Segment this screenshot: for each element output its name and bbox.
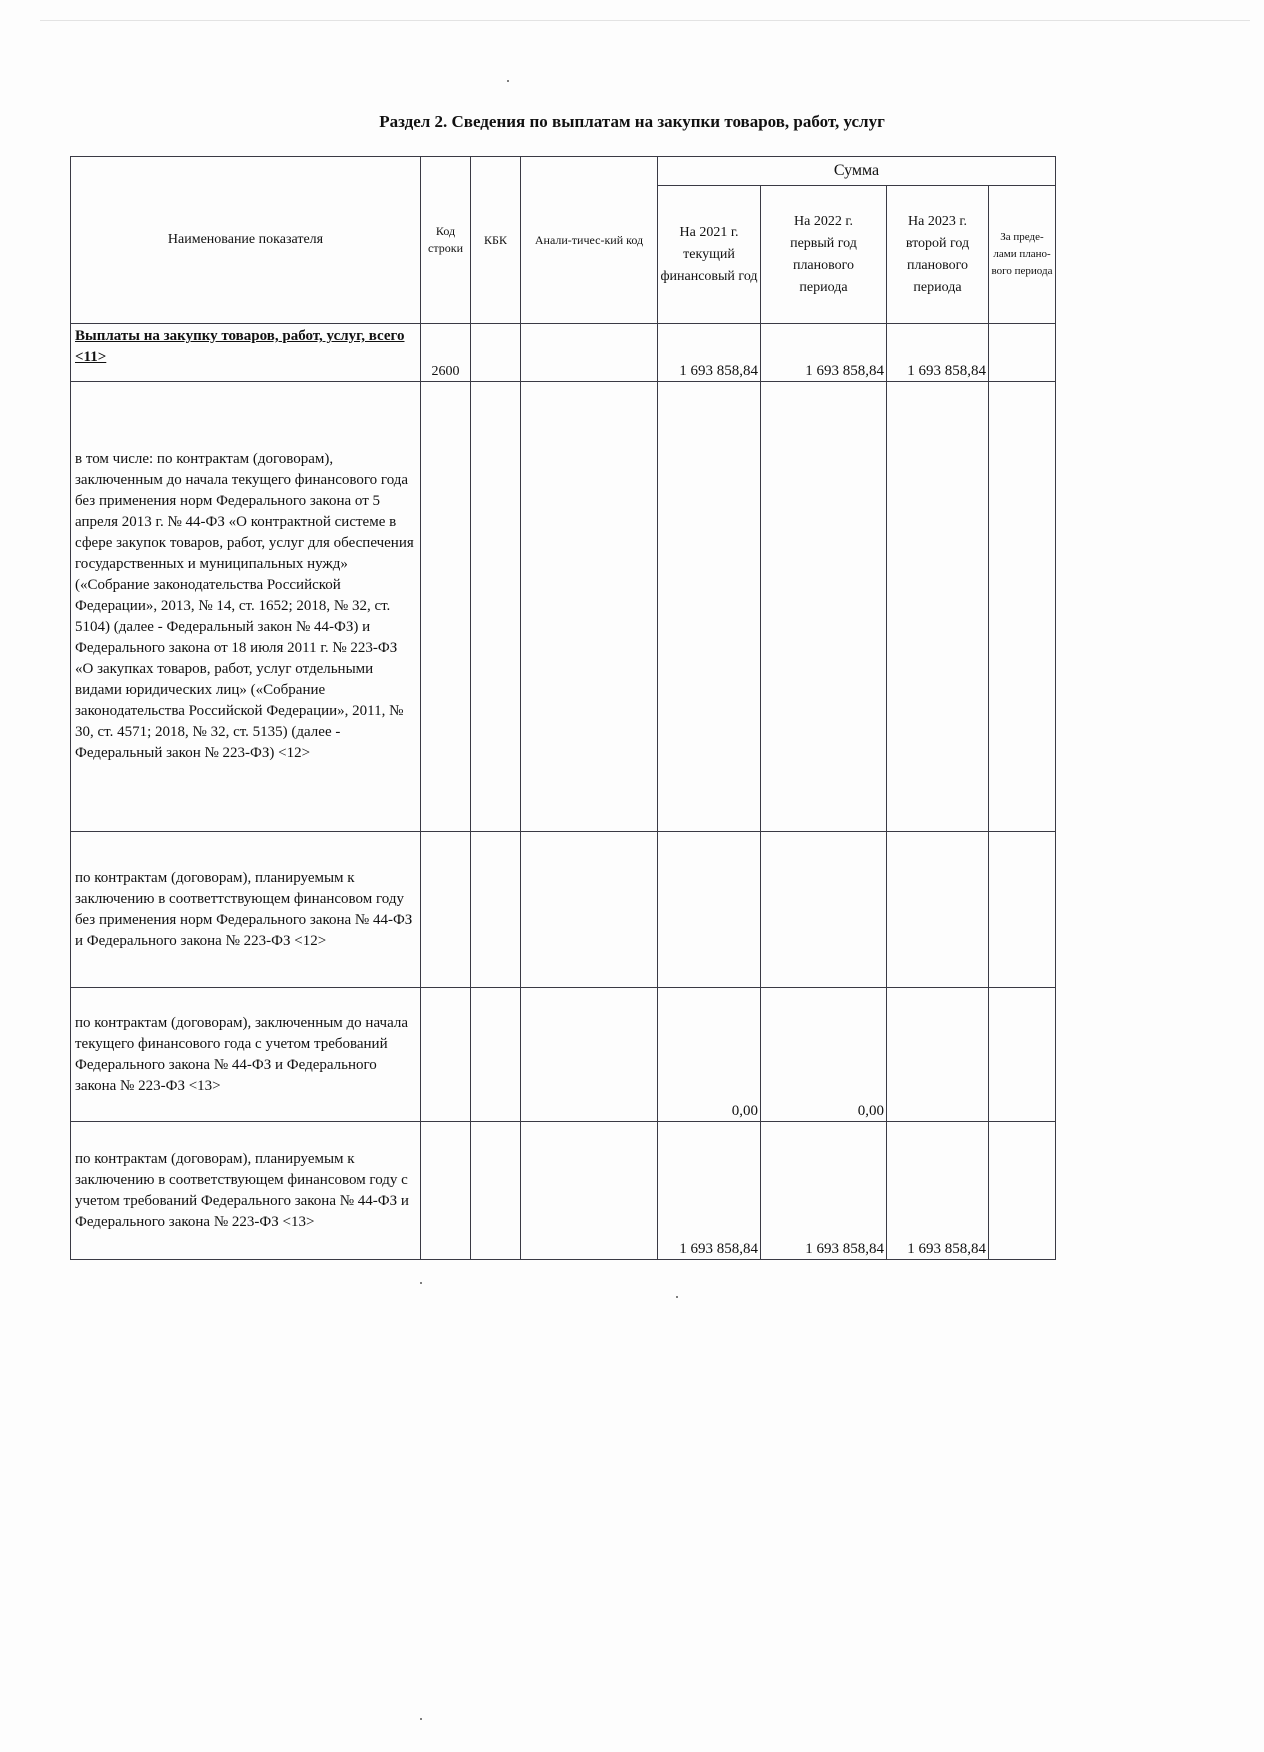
row-code xyxy=(421,988,471,1122)
table-row xyxy=(71,1122,1056,1260)
row-value-2022: 1 693 858,84 xyxy=(761,1122,887,1260)
row-value-2022 xyxy=(761,832,887,988)
row-value-2023 xyxy=(887,832,989,988)
header-year-2021: На 2021 г. текущий финансовый год xyxy=(658,186,761,324)
row-kbk xyxy=(471,988,521,1122)
row-value-2023: 1 693 858,84 xyxy=(887,1122,989,1260)
row-value-beyond xyxy=(989,382,1056,832)
scan-speck xyxy=(507,80,509,82)
table-row xyxy=(71,832,1056,988)
row-kbk xyxy=(471,832,521,988)
row-value-2021 xyxy=(658,832,761,988)
row-value-2021: 1 693 858,84 xyxy=(658,324,761,382)
row-analytic xyxy=(521,1122,658,1260)
scan-speck xyxy=(420,1282,422,1284)
row-value-2022: 0,00 xyxy=(761,988,887,1122)
scan-edge-line xyxy=(40,20,1250,21)
row-analytic xyxy=(521,988,658,1122)
row-value-2022 xyxy=(761,382,887,832)
row-name: по контрактам (договорам), планируемым к заключению в соответтствующем финансовом году без применения норм Федерального закона № 44-ФЗ и Федерального закона № 223-ФЗ <12> xyxy=(71,832,421,988)
row-value-beyond xyxy=(989,832,1056,988)
row-name: по контрактам (договорам), заключенным до начала текущего финансового года с учетом требований Федерального закона № 44-ФЗ и Федерального закона № 223-ФЗ <13> xyxy=(71,988,421,1122)
row-value-2023: 1 693 858,84 xyxy=(887,324,989,382)
row-value-2021 xyxy=(658,382,761,832)
header-analytic: Анали-тичес-кий код xyxy=(521,157,658,324)
row-value-2023 xyxy=(887,382,989,832)
row-code: 2600 xyxy=(421,324,471,382)
header-year-2022: На 2022 г. первый год планового периода xyxy=(761,186,887,324)
table-row xyxy=(71,988,1056,1122)
row-kbk xyxy=(471,1122,521,1260)
row-name: Выплаты на закупку товаров, работ, услуг, всего <11> xyxy=(71,324,421,382)
header-code: Код строки xyxy=(421,157,471,324)
header-name: Наименование показателя xyxy=(71,157,421,324)
row-name: по контрактам (договорам), планируемым к заключению в соответствующем финансовом году с учетом требований Федерального закона № 44-ФЗ и Федерального закона № 223-ФЗ <13> xyxy=(71,1122,421,1260)
header-row-1 xyxy=(71,157,1056,186)
row-value-2021: 0,00 xyxy=(658,988,761,1122)
row-analytic xyxy=(521,832,658,988)
row-analytic xyxy=(521,382,658,832)
header-beyond: За преде-лами плано-вого периода xyxy=(989,186,1056,324)
row-code xyxy=(421,1122,471,1260)
purchases-table xyxy=(70,156,1056,1260)
row-value-2022: 1 693 858,84 xyxy=(761,324,887,382)
scan-speck xyxy=(676,1296,678,1298)
row-value-2021: 1 693 858,84 xyxy=(658,1122,761,1260)
row-code xyxy=(421,832,471,988)
row-value-beyond xyxy=(989,1122,1056,1260)
row-value-beyond xyxy=(989,324,1056,382)
table-row xyxy=(71,382,1056,832)
row-value-beyond xyxy=(989,988,1056,1122)
row-analytic xyxy=(521,324,658,382)
row-kbk xyxy=(471,324,521,382)
row-value-2023 xyxy=(887,988,989,1122)
scan-speck xyxy=(420,1718,422,1720)
row-name: в том числе: по контрактам (договорам), заключенным до начала текущего финансового года без применения норм Федерального закона от 5 апреля 2013 г. № 44-ФЗ «О контрактной системе в сфере закупок товаров, работ, услуг для обеспечения государственных и муниципальных нужд» («Собрание законодательства Российской Федерации», 2013, № 14, ст. 1652; 2018, № 32, ст. 5104) (далее - Федеральный закон № 44-ФЗ) и Федерального закона от 18 июля 2011 г. № 223-ФЗ «О закупках товаров, работ, услуг отдельными видами юридических лиц» («Собрание законодательства Российской Федерации», 2011, № 30, ст. 4571; 2018, № 32, ст. 5135) (далее - Федеральный закон № 223-ФЗ) <12> xyxy=(71,382,421,832)
header-kbk: КБК xyxy=(471,157,521,324)
table-row xyxy=(71,324,1056,382)
section-title: Раздел 2. Сведения по выплатам на закупки товаров, работ, услуг xyxy=(379,112,885,131)
header-year-2023: На 2023 г. второй год планового периода xyxy=(887,186,989,324)
row-code xyxy=(421,382,471,832)
header-sum-group: Сумма xyxy=(658,157,1056,186)
row-kbk xyxy=(471,382,521,832)
